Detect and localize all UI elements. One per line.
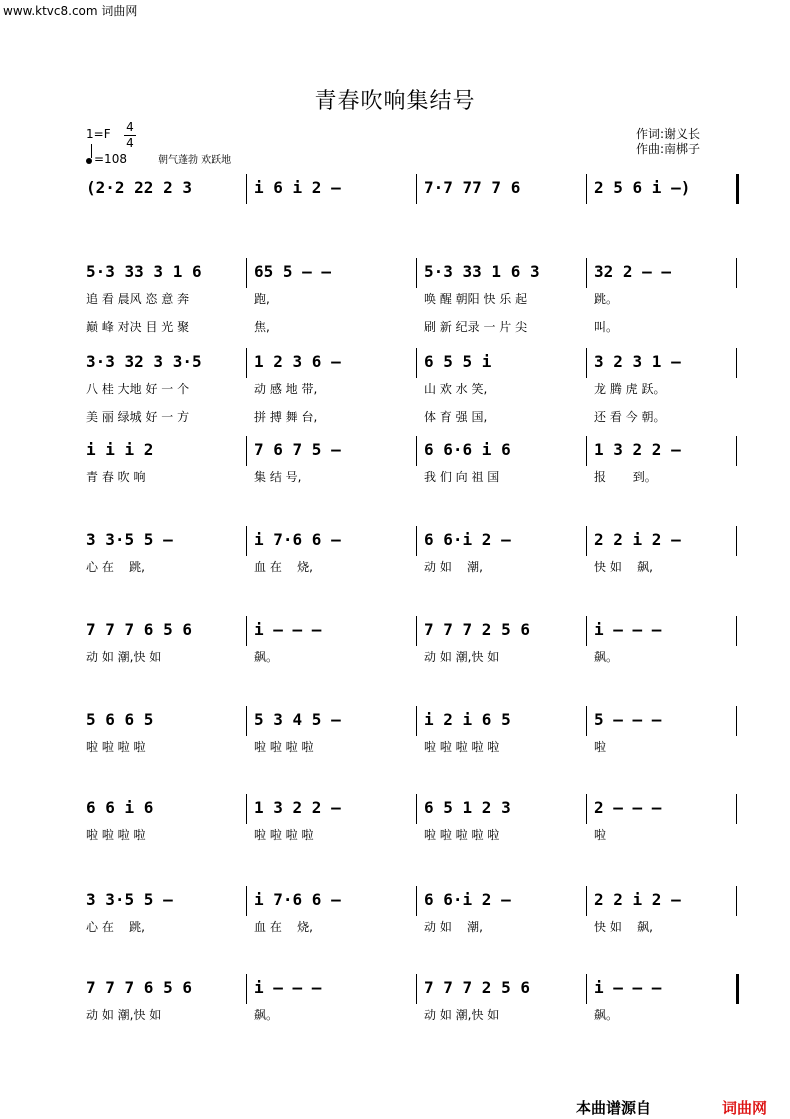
lyrics-verse-1: 跑, bbox=[254, 292, 270, 306]
measure-notes: i – – – bbox=[594, 978, 662, 997]
measure-notes: 5 – – – bbox=[594, 710, 662, 729]
score-system bbox=[0, 620, 790, 700]
measure-notes: 7 7 7 2 5 6 bbox=[424, 620, 530, 639]
lyrics-verse-1: 啦 bbox=[594, 828, 607, 842]
lyrics-verse-1: 动 如 潮, bbox=[424, 560, 483, 574]
measure-notes: 2 2 i 2 – bbox=[594, 890, 681, 909]
barline bbox=[246, 794, 247, 824]
barline bbox=[586, 706, 587, 736]
expression-marking: 朝气蓬勃 欢跃地 bbox=[158, 155, 232, 166]
lyrics-verse-2: 体 育 强 国, bbox=[424, 410, 488, 424]
barline bbox=[586, 436, 587, 466]
barline bbox=[586, 348, 587, 378]
lyrics-verse-1: 啦 啦 啦 啦 啦 bbox=[424, 828, 500, 842]
barline bbox=[416, 794, 417, 824]
barline bbox=[586, 174, 587, 204]
time-sig-bottom: 4 bbox=[124, 135, 136, 151]
time-sig-top: 4 bbox=[126, 120, 134, 134]
measure-notes: 1 3 2 2 – bbox=[594, 440, 681, 459]
measure-notes: 5·3 33 3 1 6 bbox=[86, 262, 202, 281]
barline bbox=[416, 436, 417, 466]
lyrics-verse-1: 动 如 潮,快 如 bbox=[86, 650, 162, 664]
footer-brand-logo: 词曲网 bbox=[722, 1099, 768, 1117]
lyrics-verse-2: 叫。 bbox=[594, 320, 619, 334]
lyrics-verse-1: 飙。 bbox=[254, 650, 279, 664]
measure-notes: 6 5 5 i bbox=[424, 352, 492, 371]
lyrics-verse-1: 飙。 bbox=[594, 1008, 619, 1022]
barline bbox=[416, 974, 417, 1004]
lyrics-verse-1: 心 在 跳, bbox=[86, 560, 145, 574]
measure-notes: 5·3 33 1 6 3 bbox=[424, 262, 540, 281]
measure-notes: 65 5 – – bbox=[254, 262, 332, 281]
lyrics-verse-1: 追 看 晨风 恣 意 奔 bbox=[86, 292, 190, 306]
barline bbox=[586, 886, 587, 916]
barline bbox=[736, 886, 737, 916]
measure-notes: i – – – bbox=[594, 620, 662, 639]
lyrics-verse-1: 啦 啦 啦 啦 bbox=[86, 828, 146, 842]
lyrics-verse-1: 集 结 号, bbox=[254, 470, 302, 484]
lyrics-verse-2: 美 丽 绿城 好 一 方 bbox=[86, 410, 190, 424]
barline bbox=[736, 794, 737, 824]
lyrics-verse-2: 还 看 今 朝。 bbox=[594, 410, 666, 424]
lyrics-verse-1: 动 如 潮,快 如 bbox=[424, 650, 500, 664]
composer-credit: 作曲:南梆子 bbox=[636, 142, 701, 156]
measure-notes: 1 3 2 2 – bbox=[254, 798, 341, 817]
lyrics-verse-1: 飙。 bbox=[594, 650, 619, 664]
barline bbox=[246, 348, 247, 378]
lyrics-verse-1: 跳。 bbox=[594, 292, 619, 306]
barline bbox=[416, 526, 417, 556]
barline bbox=[736, 348, 737, 378]
barline bbox=[586, 258, 587, 288]
barline bbox=[246, 616, 247, 646]
lyrics-verse-1: 啦 啦 啦 啦 啦 bbox=[424, 740, 500, 754]
lyrics-verse-1: 龙 腾 虎 跃。 bbox=[594, 382, 666, 396]
measure-notes: i 7·6 6 – bbox=[254, 890, 341, 909]
barline bbox=[736, 526, 737, 556]
key-signature: 1=F bbox=[86, 127, 111, 141]
barline bbox=[416, 174, 417, 204]
measure-notes: 7 6 7 5 – bbox=[254, 440, 341, 459]
lyrics-verse-2: 拼 搏 舞 台, bbox=[254, 410, 318, 424]
lyrics-verse-1: 八 桂 大地 好 一 个 bbox=[86, 382, 190, 396]
barline bbox=[246, 974, 247, 1004]
measure-notes: 3 3·5 5 – bbox=[86, 890, 173, 909]
lyrics-verse-1: 我 们 向 祖 国 bbox=[424, 470, 500, 484]
measure-notes: 6 6·i 2 – bbox=[424, 890, 511, 909]
lyrics-verse-1: 动 如 潮, bbox=[424, 920, 483, 934]
barline bbox=[736, 436, 737, 466]
lyrics-verse-2: 焦, bbox=[254, 320, 270, 334]
measure-notes: (2·2 22 2 3 bbox=[86, 178, 192, 197]
measure-notes: 1 2 3 6 – bbox=[254, 352, 341, 371]
measure-notes: 7 7 7 2 5 6 bbox=[424, 978, 530, 997]
barline bbox=[586, 794, 587, 824]
tempo-marking bbox=[86, 152, 127, 166]
barline bbox=[246, 436, 247, 466]
lyrics-verse-2: 刷 新 纪录 一 片 尖 bbox=[424, 320, 528, 334]
barline bbox=[586, 616, 587, 646]
credits bbox=[636, 127, 700, 157]
lyrics-verse-1: 动 如 潮,快 如 bbox=[86, 1008, 162, 1022]
lyrics-verse-1: 啦 啦 啦 啦 bbox=[254, 828, 314, 842]
barline bbox=[416, 886, 417, 916]
measure-notes: 7 7 7 6 5 6 bbox=[86, 620, 192, 639]
measure-notes: i i i 2 bbox=[86, 440, 154, 459]
barline bbox=[416, 258, 417, 288]
song-title: 青春吹响集结号 bbox=[314, 89, 476, 114]
lyrics-verse-1: 血 在 烧, bbox=[254, 560, 313, 574]
tempo-value: =108 bbox=[94, 152, 127, 166]
lyrics-verse-1: 唤 醒 朝阳 快 乐 起 bbox=[424, 292, 528, 306]
measure-notes: 7 7 7 6 5 6 bbox=[86, 978, 192, 997]
end-barline bbox=[736, 174, 739, 204]
measure-notes: 6 6·6 i 6 bbox=[424, 440, 511, 459]
barline bbox=[246, 526, 247, 556]
footer-source-text: 本曲谱源自 bbox=[576, 1099, 652, 1117]
barline bbox=[246, 174, 247, 204]
measure-notes: 3 2 3 1 – bbox=[594, 352, 681, 371]
measure-notes: 5 3 4 5 – bbox=[254, 710, 341, 729]
barline bbox=[246, 258, 247, 288]
measure-notes: 5 6 6 5 bbox=[86, 710, 154, 729]
measure-notes: 2 2 i 2 – bbox=[594, 530, 681, 549]
barline bbox=[246, 886, 247, 916]
lyrics-verse-2: 巅 峰 对决 目 光 聚 bbox=[86, 320, 190, 334]
measure-notes: 2 – – – bbox=[594, 798, 662, 817]
measure-notes: 32 2 – – bbox=[594, 262, 672, 281]
barline bbox=[736, 706, 737, 736]
lyrics-verse-1: 山 欢 水 笑, bbox=[424, 382, 488, 396]
score-system bbox=[0, 352, 790, 432]
lyrics-verse-1: 啦 bbox=[594, 740, 607, 754]
barline bbox=[246, 706, 247, 736]
lyrics-verse-1: 心 在 跳, bbox=[86, 920, 145, 934]
lyrics-verse-1: 青 春 吹 响 bbox=[86, 470, 146, 484]
score-system bbox=[0, 978, 790, 1058]
measure-notes: i – – – bbox=[254, 620, 322, 639]
score-system bbox=[0, 710, 790, 790]
site-watermark: www.ktvc8.com 词曲网 bbox=[3, 4, 138, 18]
barline bbox=[736, 258, 737, 288]
score-system bbox=[0, 178, 790, 258]
measure-notes: 6 6 i 6 bbox=[86, 798, 154, 817]
lyrics-verse-1: 动 如 潮,快 如 bbox=[424, 1008, 500, 1022]
score-system bbox=[0, 530, 790, 610]
barline bbox=[736, 616, 737, 646]
measure-notes: 3·3 32 3 3·5 bbox=[86, 352, 202, 371]
end-barline bbox=[736, 974, 739, 1004]
lyrics-verse-1: 血 在 烧, bbox=[254, 920, 313, 934]
lyrics-verse-1: 报 到。 bbox=[594, 470, 657, 484]
score-system bbox=[0, 262, 790, 342]
measure-notes: i 6 i 2 – bbox=[254, 178, 341, 197]
barline bbox=[586, 974, 587, 1004]
quarter-note-icon bbox=[86, 158, 92, 164]
measure-notes: 6 5 1 2 3 bbox=[424, 798, 511, 817]
score-system bbox=[0, 890, 790, 970]
barline bbox=[586, 526, 587, 556]
lyrics-verse-1: 动 感 地 带, bbox=[254, 382, 318, 396]
lyrics-verse-1: 飙。 bbox=[254, 1008, 279, 1022]
measure-notes: 3 3·5 5 – bbox=[86, 530, 173, 549]
lyrics-verse-1: 啦 啦 啦 啦 bbox=[254, 740, 314, 754]
barline bbox=[416, 616, 417, 646]
barline bbox=[416, 348, 417, 378]
measure-notes: 7·7 77 7 6 bbox=[424, 178, 521, 197]
lyrics-verse-1: 快 如 飙, bbox=[594, 920, 653, 934]
measure-notes: i 7·6 6 – bbox=[254, 530, 341, 549]
measure-notes: 2 5 6 i –) bbox=[594, 178, 691, 197]
measure-notes: i – – – bbox=[254, 978, 322, 997]
score-system bbox=[0, 440, 790, 520]
time-signature bbox=[124, 120, 136, 151]
lyrics-verse-1: 快 如 飙, bbox=[594, 560, 653, 574]
measure-notes: 6 6·i 2 – bbox=[424, 530, 511, 549]
lyricist-credit: 作词:谢义长 bbox=[636, 127, 701, 141]
measure-notes: i 2 i 6 5 bbox=[424, 710, 511, 729]
lyrics-verse-1: 啦 啦 啦 啦 bbox=[86, 740, 146, 754]
score-system bbox=[0, 798, 790, 878]
barline bbox=[416, 706, 417, 736]
